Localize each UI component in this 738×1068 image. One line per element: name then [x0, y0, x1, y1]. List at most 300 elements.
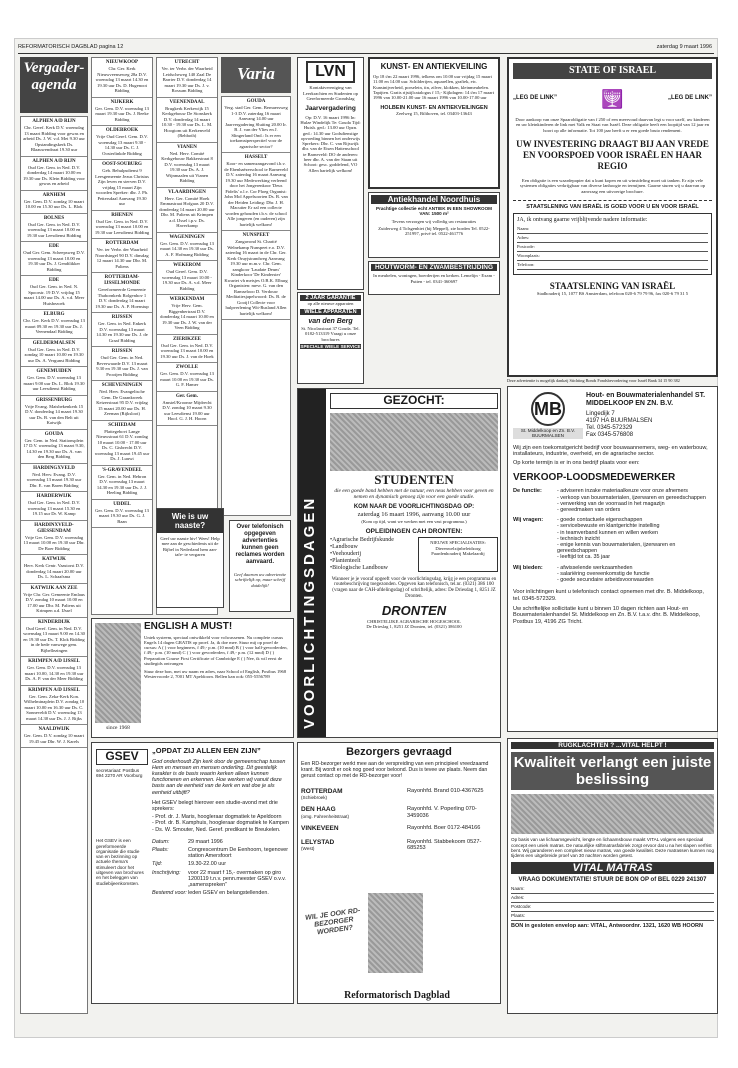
agenda-entry-text: Ver. ter Verbr. der Waarheid Noordsingel 90 D.V. dinsdag 12 maart 14.30 uur Dhr. M. Paliens	[95, 247, 149, 269]
agenda-entry	[21, 725, 87, 748]
opleiding-item: • Agrarische Bedrijfskunde	[330, 537, 412, 544]
agenda-entry-text: Ger. Gem. in Ned. Stationsplein 17 D.V. woensdag 13 maart 9.30, 14.30 en 19.30 uur Ds. A. van den Berg Bidding	[23, 437, 85, 459]
agenda-entry	[157, 143, 217, 188]
agenda-entry-title: ALPHEN A/D RIJN	[32, 119, 76, 124]
dronten-logo-addr: De Drieslag 1, 8251 JZ Dronten, tel. (0321) 386100	[366, 623, 462, 629]
agenda-entry-text: Herv. Ger. Comité Hoek Emmastraat Hofgaas 20 D.V. donderdag 14 maart 20.00 uur Dhr. M. Paliens uit Krimpen a.d. IJssel i.p.v. Ds. Haverkamp	[159, 195, 215, 228]
agenda-entry-title: BOLNES	[43, 215, 65, 221]
mb-bieden-item: - salariëring overeenkomstig de functie	[557, 570, 650, 577]
mb-functie-item: - verkoop van bouwmaterialen, ijzerwaren en gereedschappen	[557, 494, 706, 501]
israel-coupon-field[interactable]: Adres:	[517, 235, 708, 243]
israel-body: Een obligatie is een waardepapier dat u kunt kopen en uit winstdeling moet uit tanken. Er zijn vele systemen obligaties verkrijgbaar van diverse lanhoogte en termijnen. Gaarne sturen wij u daarvan op aanvraag een uitvoerige brochure.	[519, 178, 706, 194]
telefonisch-text: Geef daarom uw advertentie schriftelijk op, maar schrijf duidelijk!	[233, 572, 287, 588]
agenda-entry	[222, 231, 290, 320]
vital-coupon-field[interactable]: Naam:	[511, 886, 714, 894]
agenda-entry-title: HARDINGXVELD	[33, 465, 75, 471]
agenda-entry	[21, 584, 87, 618]
dronten-winner: Wanneer je je vooraf opgeeft voor de voorlichtingsdag, krijg je een programma en routebeschrijving toegezonden. Opgeven kan telefonisch, tel.nr. (0321) 386 100 (vragen naar de CAH-afdelingsdag) of schriftelijk, adres: De Driesdag 1, 8251 JZ Dronten.	[331, 576, 497, 599]
place-name: ROTTERDAM	[301, 787, 343, 795]
agenda-entry	[92, 273, 152, 313]
agenda-entry-title: KINDERDIJK	[38, 619, 70, 625]
agenda-entry-title: ZWOLLE	[175, 365, 199, 370]
agenda-entry-title: HARDINXVELD-GIESSENDAM	[34, 522, 74, 534]
agenda-entry	[157, 261, 217, 295]
vital-coupon-fields	[511, 886, 714, 921]
agenda-entry-text: Oud Ger. Gem. in Ned. D.V. woensdag 13 maart 15.30 en 19.15 uur Dr. W. Kamp	[27, 500, 81, 516]
agenda-entry-text: Ger. Gem. D.V. zondag 10 maart 19.45 uur Dhr. W. J. Karels	[23, 733, 85, 744]
voorlichtingsdagen-vertical: VOORLICHTINGSDAGEN	[298, 389, 326, 738]
agenda-entry-title: GRISSENBURG	[35, 397, 73, 403]
agenda-entry-title: OOST-SOUBURG	[102, 162, 142, 167]
studenten-title: STUDENTEN	[374, 471, 454, 487]
agenda-entry-text: Vrije Oud Geref. Gem. D.V. woensdag 13 maart 9.30 - 14.30 uur Ds. C. J. Oosterlinkde Bidding	[96, 134, 148, 156]
menorah-icon: 🕎	[601, 88, 624, 109]
agenda-entry-title: EDE	[48, 278, 60, 283]
noordhuis-sub: Prachtige collectie echt ANTIEK IN EEN SHOWROOM VAN: 1500 m²	[376, 206, 492, 217]
agenda-entry-title: GENEMUIDEN	[36, 369, 72, 374]
israel-coupon-field[interactable]: Naam:	[517, 226, 708, 234]
garantie-brand: van den Berg	[308, 317, 353, 325]
agenda-entry	[21, 686, 87, 726]
israel-title: STATE OF ISRAEL	[513, 63, 712, 79]
agenda-entry-title: SCHIEDAM	[108, 422, 136, 428]
agenda-entry-title: VIANEN	[177, 144, 197, 150]
agenda-entry	[21, 492, 87, 521]
place-name: LELYSTAD	[301, 838, 335, 846]
mb-logo: MB	[531, 392, 565, 426]
vital-coupon-field[interactable]: Plaats:	[511, 913, 714, 921]
agenda-entry-title: HARDERWIJK	[36, 494, 72, 499]
vital-bon: BON in gesloten envelop aan: VITAL, Antwoordnr. 1321, 1620 WB HOORN	[511, 923, 703, 930]
agenda-entry	[21, 657, 87, 686]
agenda-entry-text: Vrije Herv. Gem. Biggenbertraat D.V. donderdag 14 maart 10.00 en 19.30 uur Ds. J. W. van der Veen Bidding	[160, 303, 214, 330]
agenda-entry-text: Oud Ger. Gem. in Ned. N. Spoorstr. 19 D.V. vrijdag 15 maart 14.00 uur Ds. A. v.d. Meer Huisbezoek	[23, 284, 85, 306]
agenda-entry	[92, 500, 152, 529]
garantie-ad	[297, 292, 364, 384]
agenda-entry-text: Ned. Herv. Evangelische Gem. De Graankweek Keizerstraat 95 D.V. vrijdag 15 maart 20.00 uur Ds. H. Zeeman (Rijksloot)	[96, 389, 148, 416]
vital-headline: Kwaliteit verlangt een juiste beslissing	[511, 752, 714, 790]
gsev-detail-row	[152, 861, 290, 867]
place-contact: Rayonhfd. Stabbekoom 0527-685253	[407, 838, 482, 852]
agenda-entry	[92, 98, 152, 127]
agenda-entry-text: Oud Ger. Gem. in Ned. D.V. donderdag 14 maart 10.00 en 19.30 uur Ds. Klein Bidding voor gewas en arbeid	[23, 164, 85, 186]
gsev-detail-value: 19.30-22.00 uur	[188, 861, 227, 868]
agenda-entry-text: Ger. Gem. Zeka-Kerk Kon. Wilhelminaplein D.V. zondag 10 maart 10.00 en 16.30 uur Ds. C. Sonneveldt D.V. woensdag 13 maart 14.30 uur Ds. J. J. Rijks	[23, 693, 85, 721]
varia-title: Varia	[221, 57, 291, 93]
mb-vragen-item: - enige kennis van bouwmaterialen, ijzerwaren en gereedschappen	[557, 541, 676, 555]
agenda-entry-title: OLDEBROEK	[105, 128, 139, 133]
agenda-entry	[92, 313, 152, 347]
gsev-detail-label: Bestemd voor:	[152, 890, 187, 897]
israel-intro: Door aankoop van onze Spaarobligatie van f 250 of een meervoud daarvan legt u voor uzelf, uw kinderen en uw kleinkinderen de link met Valk en Staat van Israël. Deze obligatie heeft een looptijd van 12 jaar en hoort op alle informatie. Tot 100 jaar heeft u er een goede bruto rendement.	[515, 117, 710, 133]
agenda-entry-text: Ger. Gem. in Ned. Hebron D.V. woensdag 13 maart 14.30 en 19.30 uur Ds. J. J. Heeling Bidding	[96, 473, 148, 495]
agenda-entry	[222, 153, 290, 231]
gsev-detail-row	[152, 870, 290, 889]
agenda-entry-text: Oud Geref. Gem. D.V. woensdag 13 maart 10.00 - 19.30 uur Ds. A. v.d. Meer Bidding	[162, 269, 212, 291]
agenda-entry	[21, 214, 87, 243]
houtworm-ad	[368, 261, 500, 295]
english-since: since 1968	[106, 725, 130, 731]
opleidingen-list	[330, 537, 412, 571]
agenda-entry-text: Ger. Gem. in Ned. Enkerk D.V. woensdag 13 maart 14.30 en 19.30 uur Ds. J. de Graaf Bidding	[96, 321, 148, 343]
agenda-entry-text: Oud Ger. Gem. in Ned. Beverwaarde D.V. 13 maart 9.30 en 19.30 uur Ds. J. van Prooijen Bidding	[96, 355, 148, 377]
houtworm-title: HOUTWORM- EN ZWAMBESTRIJDING	[371, 264, 497, 271]
gsev-details	[152, 839, 290, 897]
gsev-intro: God onderhoudt Zijn kerk door de gemeenschap tussen Hem en mensen en mensen onderling. Dit geestelijk karakter is de basis waarin kerken alleen kunnen functioneren en erkennen. Hoe werken wij vanuit deze basis aan de eenheid van de kerk en wat doe je als eenheid uitbijft?	[152, 758, 286, 796]
houtworm-text: In meubelen, woningen, boerderijen en kerken. Lemelijn - Exam - Putten - tel. 0341-360697	[373, 273, 495, 284]
mb-bieden-list	[557, 565, 712, 584]
agenda-entry	[21, 521, 87, 556]
gsev-addr: secretariaat: Postbus 694 2270 AR Voorburg	[96, 767, 143, 779]
vital-illustration	[511, 794, 714, 834]
israel-coupon-sub: JA, ik ontvang gaarne vrijblijvende nadere informatie:	[517, 217, 648, 224]
holbein-brand: HOLBEIN KUNST- EN ANTIEKVEILINGEN	[380, 104, 488, 111]
agenda-entry-title: SCHEVENINGEN	[101, 383, 143, 388]
agenda-entry-title: GELDERMALSEN	[32, 340, 76, 346]
mb-functie-label: De functie:	[513, 488, 542, 495]
agenda-entry-title: NUNSPEET	[242, 233, 270, 238]
date-note: (Kom op tijd, want we werken met een vast programma.)	[361, 518, 467, 524]
agenda-entry-text: Vrije Chr. Ger. Gemeente Emlaus D.V. zondag 10 maart 10.00 en 17.00 uur Dhr. M. Paliens uit Krimpen a.d. IJssel	[23, 591, 85, 613]
gsev-detail-row	[152, 847, 290, 859]
agenda-entry-title: ARNHEM	[42, 192, 66, 198]
agenda-entry-text: Verg. stad Ger. Gem. Bernaersweg 1-3 D.V. zaterdag 16 maart Aanvang 14.00 uur Jaarvergadering Sluiting 20.00 Ir. B. J. van der Vlies en J. Slingerland Ond.: Is er een toekomstperspectief voor de agrarische sector?	[224, 105, 288, 149]
vital-brand: VITAL MATRAS	[511, 862, 714, 875]
place-contact: Rayonhfd. Boer 0172-484166	[407, 825, 481, 832]
bezorgers-places	[301, 788, 497, 852]
mb-vragen-list	[557, 517, 712, 560]
agenda-entry-text: Gereformeerde Gemeente Thabornkerk Rolgenhov 1 D.V. donderdag 14 maart 19.30 uur Ds. A. P. Hoenstup	[95, 287, 149, 309]
mb-logo-tag: St. Middelkoop en Zn. B.V. BUURMALSEN	[513, 428, 583, 439]
gsev-logo: GSEV	[96, 749, 148, 765]
agenda-entry-text: Ger. Gem. D.V. woensdag 13 maart 10.00 en 19.30 uur Ds. G. F. Hamer	[160, 371, 214, 387]
mb-bieden-item: - afwisselende werkzaamheden	[557, 564, 633, 571]
agenda-entry	[92, 58, 152, 98]
agenda-entry-title: HASSELT	[244, 155, 268, 160]
english-title: ENGLISH A MUST!	[144, 621, 233, 632]
israel-coupon-field[interactable]: Postcode:	[517, 244, 708, 252]
agenda-entry-text: Koor- en samenzangavond t.b.v. de Ebenhaëzerschool te Barneveld D.V. zaterdag 16 maart Aanvang 19.30 uur Medewerking verleend door het Jongerenkoor 'Deus Fidelis' o.l.v. Cor Ploeg Organist: John Mol Appelsoorten Ds. B. van der Heiden Leiding: Dhr. J. H. Macutter Er zal een collecte worden gehouden t.b.v. de school Alle jongeren (en ouderen) zijn hartelijk welkom!	[224, 161, 288, 227]
agenda-entry-title: Ger. Gem.	[176, 393, 198, 399]
vital-coupon-field[interactable]: Adres:	[511, 895, 714, 903]
lvn-lines: Kontaktvereniging van Leerkrachten en Studenten op Gereformeerde Grondslag	[303, 85, 358, 101]
mb-apply: Uw schriftelijke sollicitatie kunt u binnen 10 dagen richten aan Hout- en Bouwmaterialenhandel St. Middelkoop en Zn. B.V. t.a.v. dhr. B. Middelkoop, Postbus 19, 4196 ZG Tricht.	[513, 606, 701, 625]
english-text: Uniek systeem, speciaal ontwikkeld voor volwassenen. Nu complete cursus Engels 14 dagen GRATIS op proef. Ja, ik doe mee. Stuur mij op proef de cursus: A ( ) voor beginners, f 49,- p.m. (10 mnd) B ( ) voor half-gevorderden, f 49,- p.m. (10 mnd) C ( ) voor gevorderden, f 49,- p.m. (12 mnd) D ( ) Preparation Course First Certificate of Cambridge E ( ) Nee, ik wil eerst de studiegids ontvangen	[144, 634, 288, 666]
agenda-entry	[21, 339, 87, 368]
students-photo	[330, 413, 498, 471]
lvn-logo: LVN	[306, 61, 355, 83]
agenda-entry	[21, 310, 87, 339]
agenda-entry	[21, 396, 87, 430]
leg-right: „LEG DE LINK”	[667, 95, 712, 102]
agenda-entry-title: KRIMPEN A/D IJSSEL	[28, 687, 80, 693]
agenda-entry-title: VEENENDAAL	[169, 99, 205, 105]
agenda-entry-text: Oud Ger. Gem. in Ned. D.V. woensdag 13 maart 10.00 en 19.30 uur Leesdienst Bidding	[26, 221, 82, 238]
bezorger-place-row	[301, 806, 497, 819]
agenda-entry-text: Ger. Gem. D.V. woensdag 13 maart 14.30 en 19.30 uur Ds. A. F. Hofmang Bidding	[160, 240, 214, 257]
agenda-entry-text: Zangavond St. Charité Welnekamp Nunspeet e.o. D.V. zaterdag 16 maart in de Chr. Ger. Kerk Oruyjstrandweg Aanvang 19.30 uur m.m.v. Chr. Gem. zangkoor 'Laudate Deum' Kinderkoor 'De Kinderster' Kwartet vh meisjes O.B.K. Elburg Organisten: mevr. G. van den Ramselooo D. Verdouw Meditatiesjapelwoord: Ds. B. de Gooijf Collecte voor hulpverlening Wit-Rusland Allen hartelijk welkom!	[224, 239, 288, 316]
agenda-column-1	[20, 116, 88, 1014]
bezorgers-footer: Reformatorisch Dagblad	[344, 989, 450, 1001]
gsev-speaker: - Prof. dr. B. Kamphuis, hoogleraar dogmatiek te Kampen	[152, 820, 289, 827]
agenda-entry	[21, 157, 87, 191]
agenda-entry-title: VLAARDINGEN	[168, 189, 206, 195]
agenda-entry-title: RIJSSEN	[111, 315, 133, 320]
israel-bonds-ad	[507, 57, 718, 377]
agenda-entry	[21, 191, 87, 214]
agenda-entry-title: ALPHEN A/D RIJN	[32, 158, 76, 164]
agenda-entry-title: RHENEN	[111, 212, 133, 218]
studenten-sub: die een goede band hebben met de natuur, een neus hebben voor geven en nemen en dynamisch genoeg zijn voor een goede studie.	[334, 487, 494, 500]
agenda-entry-title: KRIMPEN A/D IJSSEL	[28, 659, 80, 664]
agenda-entry-title: ZIERIKZEE	[172, 336, 202, 342]
agenda-entry	[157, 233, 217, 262]
gsev-detail-label: Inschrijving:	[152, 869, 181, 876]
israel-coupon-fields	[517, 226, 708, 270]
agenda-entry-title: WERKENDAM	[169, 297, 205, 302]
agenda-entry	[92, 126, 152, 160]
agenda-entry	[157, 363, 217, 392]
agenda-entry-title: WEKEROM	[173, 263, 201, 268]
antiek-text: Op 18 t/m 22 maart 1996, telkens om 10.00 uur vrijdag 15 maart 11.00 en 14.00 uur. Schilderijen, aquarellen, grafiek, etc. Kunstnijverheid, porselein, tin, zilver, klokken, kleinmeubelen. Tapijten. Gratis rijstijlcatalogus f 15,- Kijkdagen: 14 t/m 17 maart 1996 van 10.00-21.00 uur 16 maart 1996 van 10.00-17.00 uur	[373, 74, 495, 101]
agenda-entry-title: UDDEL	[113, 501, 131, 507]
agenda-entry-text: Herv. Kerk Centr. Vaastorst D.V. donderdag 14 maart 20.00 uur Ds. L. Schaafsma	[23, 563, 84, 579]
agenda-entry	[21, 242, 87, 276]
place-name: VINKEVEEN	[301, 825, 339, 833]
agenda-entry-text: Plattegebovi Lange Nieuwstraat 61 D.V. zondag 10 maart 10.00 - 17.00 uur Ds. C. Gisbrecht D.V. woensdag 13 maart 19.45 uur Ds. J. Luuwt	[94, 428, 150, 461]
agenda-entry-title: NIEUWKOOP	[105, 60, 139, 65]
agenda-column-2	[91, 57, 153, 615]
header-rule	[18, 53, 714, 54]
garantie-addr: St. Nicolasstraat 37 Gouda. Tel. 0182-513319 Vraagt u onze brochures	[301, 325, 360, 342]
vital-top: RUGKLACHTEN ? ...VITAL HELPT !	[511, 742, 714, 749]
israel-coupon	[513, 213, 712, 275]
mb-intro: Wij zijn een toekomstgericht bedrijf voor bouwaannemers, weg- en waterbouw, installateurs, industrie, overheid, en de agrarische sector.	[513, 444, 708, 457]
noordhuis-addr: Zuiderweg 4 Tolsgenhiet (bij Meppel), zie borden Tel. 0522-251997, privé tel. 0522-461776	[378, 226, 490, 237]
mb-vragen-item: - technisch inzicht	[557, 535, 600, 542]
gsev-invite: Het GSEV belegt hierover een studie-avond met drie sprekers:	[152, 799, 278, 813]
telefonisch-title: Over telefonisch opgegeven advertenties kunnen geen reclames worden aanvaard.	[235, 524, 285, 565]
telefonisch-notice	[229, 520, 291, 612]
agenda-entry-title: GOUDA	[44, 431, 64, 437]
naaste-text: Geef uw naaste hiv! Wees! Help mee aan de geschiedenis uit de Bijbel in Nederland hem aan-tafe- te vergaren	[160, 536, 220, 557]
agenda-entry	[157, 58, 217, 98]
gsev-detail-value: voor 22 maart f 15,- overmaken op giro 1200119 t.n.v. penn.meester GSEV o.v.v. „samenspreken”	[188, 869, 286, 889]
place-sub: (Schiebroek)	[301, 795, 328, 801]
opleiding-item: • Landbouw	[330, 544, 412, 551]
gsev-speaker: - Prof. dr. J. Maris, hoogleraar dogmatiek te Apeldoorn	[152, 814, 282, 821]
agenda-entry-title: ROTTERDAM	[105, 241, 139, 246]
voorlichtingsdag-date: zaterdag 16 maart 1996, aanvang 10.00 uur	[357, 511, 471, 519]
gsev-speaker: - Ds. W. Smouter, Ned. Geref. predikant te Breukelen.	[152, 826, 281, 833]
israel-footer-addr: Stadhouderij 15, 1077 BS Amsterdam, telefoon 020-6 79 79 96, fax 020-6 79 31 5	[536, 291, 689, 297]
mb-address-line: 4197 HA BUURMALSEN	[586, 417, 653, 424]
agenda-entry	[21, 555, 87, 584]
gsev-side: Het GSEV is een gereformeerde organisatie die studie van en bezinning op actuele thema's stimuleert door het uitgeven van brochures en het beleggen van studiebijeenkomsten.	[96, 838, 144, 886]
agenda-entry-title: KATWIJK	[42, 557, 66, 562]
mb-functie-item: - adviseren inzake materiaalkeuze voor onze afnemers	[557, 488, 688, 495]
english-course-ad	[91, 618, 294, 738]
agenda-entry-text: Ned. Herv. Comité Kerkgebouw Bakkerstraat 8 D.V. woensdag 13 maart 19.30 uur Ds. A. J. Wijnmaalen uit Vianen Bidding	[161, 150, 213, 183]
israel-coupon-field[interactable]: Woonplaats:	[517, 253, 708, 261]
israel-coupon-title: STAATSLENING VAN ISRAËL IS GOED VOOR U EN VOOR ISRAËL	[513, 200, 712, 210]
agenda-entry-text: Ger. Gem. D.V. woensdag 13 maart 9.00 uur Ds. L. Blok 19.30 uur Leesdienst Bidding	[23, 375, 85, 391]
agenda-entry-text: Chr. Ger. Kerk Nieuwveenseweg 28a D.V. woensdag 13 maart 14.30 en 19.30 uur Ds. D. Hugenoot Bidding	[95, 66, 149, 93]
agenda-entry-text: Ger. Gem. D.V. zondag 10 maart 10.00 en 15.30 uur Ds. L. Blok	[23, 198, 85, 209]
agenda-entry-title: RIJSSEN	[111, 349, 133, 354]
gsev-ad	[91, 742, 294, 1004]
opleiding-item: • Biologische Landbouw	[330, 565, 412, 572]
vital-text: Op basis van uw lichaamsgewicht, lengte en lichaamsbouw maakt VITAL volgens een speciaal concept een uniek matras. De natuurlijke stiftmatrasfabriek zorgt ervoor dat u na het slapen verfrist bent. Wij garanderen een compleet nieuw matras, van goede kwaliteit. Deze matrassen kunnen nog tijdens een uitgebreide proef van 30 nachten worden getest.	[511, 837, 715, 859]
bezorgers-intro: Een RD-bezorger werkt mee aan de verspreiding van een principieel vreedzaamd krant. Bij wordt er ook nog goed voor beloond. Dus is tevee uw plaats. Neem dan gerust contact op met de RD-bezorger voor!	[301, 760, 489, 779]
place-sub: (omg. Fahrenheitstraat)	[301, 813, 349, 819]
agenda-entry	[157, 392, 217, 426]
agenda-entry-text: Chr. Ger. Kerk D.V. woensdag 13 maart 09.30 en 19.30 uur Ds. J. Veenendaal Bidding	[23, 318, 85, 334]
antiek-veiling-ad	[368, 57, 500, 189]
mb-intro2: Op korte termijn is er in ons bedrijf plaats voor een:	[513, 460, 640, 467]
middelkoop-vacancy-ad	[507, 386, 718, 732]
agenda-entry	[21, 276, 87, 310]
agenda-entry-text: Ger. Gem. D.V. woensdag 13 maart 19.30 uur Ds. J. Beeke Bidding	[95, 105, 149, 122]
dronten-logo-sub: CHRISTELIJKE AGRARISCHE HOGESCHOOL	[367, 618, 461, 624]
mb-address-line: Lingedijk 7	[586, 411, 615, 417]
agenda-entry	[92, 239, 152, 273]
mb-vragen-item: - in teamverband kunnen en willen werken	[557, 529, 658, 536]
lvn-ad	[297, 57, 364, 290]
garantie-c: WIELE APPARATEN	[300, 309, 361, 315]
agenda-entry-title: NIJKERK	[110, 99, 134, 105]
opleidingen-title: OPLEIDINGEN CAH DRONTEN:	[365, 527, 463, 535]
noordhuis-ad	[368, 192, 500, 258]
english-photo	[95, 623, 141, 723]
agenda-entry-text: Ned. Herv. Evang. D.V. woensdag 13 maart 19.30 uur Dhr. E. van Baren Bidding	[26, 471, 82, 488]
agenda-entry	[92, 347, 152, 381]
opleiding-item: • Veehouderij	[330, 551, 412, 558]
agenda-entry-title: EDE	[48, 244, 60, 249]
agenda-title: Vergader-agenda	[20, 57, 88, 113]
gsev-detail-label: Datum:	[152, 838, 170, 845]
agenda-entry	[21, 430, 87, 464]
bezorger-place-row	[301, 839, 497, 852]
agenda-entry	[157, 188, 217, 233]
leg-left: „LEG DE LINK”	[513, 95, 558, 102]
mb-vragen-label: Wij vragen:	[513, 517, 544, 524]
agenda-entry	[157, 98, 217, 143]
kom-label: KOM NAAR DE VOORLICHTINGSDAG OP:	[353, 504, 475, 511]
mb-address-line: Tel. 0345-572329	[586, 424, 633, 431]
agenda-entry-text: Oud Ger. Gem. in Ned. D.V. woensdag 13 maart 10.00 en 19.30 uur Ds. J. van de Hoek	[160, 342, 214, 359]
agenda-entry-title: NAALDWIJK	[38, 727, 70, 732]
gsev-detail-label: Plaats:	[152, 847, 169, 854]
israel-headline: UW INVESTERING DRAAGT BIJ AAN VREDE EN VOORSPOED VOOR ISRAËL EN HAAR REGIO	[516, 139, 709, 172]
agenda-entry	[157, 295, 217, 335]
agenda-entry	[92, 421, 152, 466]
israel-coupon-field[interactable]: Telefoon:	[517, 262, 708, 270]
holbein-addr: Zeelweg 15, Bilthoven, tel. 03403-13643	[396, 110, 472, 116]
mb-vragen-item: - leeftijd tot ca. 35 jaar	[557, 554, 611, 561]
mb-bieden-label: Wij bieden:	[513, 564, 543, 571]
wie-is-uw-naaste-ad	[156, 508, 224, 608]
gsev-detail-row	[152, 890, 290, 896]
garantie-b: op alle nieuwe apparaten	[307, 301, 354, 307]
agenda-entry-text: Vrije Ger. Gem. D.V. woensdag 13 maart 10.00 en 19.30 uur Dhr. De Boer Bidding	[23, 534, 85, 551]
vital-matras-ad	[507, 738, 718, 1014]
agenda-entry-text: Chr. Geref. Kerk D.V. woensdag 13 maart Bidding voor gewas en arbeid Ds. J. W. v.d. Mei 9.30 uur Opstandingskerk Ds. Blaauwendraat 19.30 uur	[23, 125, 85, 152]
header-left: REFORMATORISCH DAGBLAD pagina 12	[18, 44, 124, 50]
gezocht-label: GEZOCHT:	[330, 393, 498, 409]
bezorger-photo	[368, 893, 423, 973]
mb-info: Voor inlichtingen kunt u telefonisch contact opnemen met dhr. B. Middelkoop, tel. 0345-572329.	[513, 589, 704, 602]
vital-doc: VRAAG DOKUMENTATIE! STUUR DE BON OP of BEL 0229 241307	[518, 877, 707, 884]
gsev-detail-value: Congrescentrum De Eenhoorn, tegenover station Amersfoort	[188, 847, 289, 860]
english-footer: Stuur deze bon, met uw naam en adres, naar School of English, Postbus 1968 Westervoorde 2, 7001 MT Apeldoorn. Bellen kan ook: 055-5556789	[144, 669, 287, 680]
naaste-title: Wie is uw naaste?	[157, 509, 223, 533]
place-contact: Rayonhfd. V. Poperling 070-3459036	[407, 806, 477, 819]
garantie-d: SPECIALE WIELE SERVICE	[300, 343, 361, 349]
agenda-entry-title: UTRECHT	[174, 60, 200, 65]
agenda-entry-title: ELBURG	[43, 312, 65, 317]
agenda-entry-title: GOUDA	[246, 99, 266, 104]
gsev-speakers	[152, 814, 290, 833]
mb-vragen-item: - goede contactuele eigenschappen	[557, 517, 643, 524]
mb-address-line: Fax 0345-576808	[586, 431, 634, 438]
bezorgers-ad	[297, 742, 501, 1004]
agenda-entry-title: KATWIJK AAN ZEE	[30, 585, 78, 591]
agenda-entry-title: WAGENINGEN	[169, 234, 205, 240]
noordhuis-text: Tevens verzorgen wij volledig uw restauraties	[391, 218, 477, 224]
place-contact: Rayonhfd. Brand 010-4367625	[407, 787, 484, 794]
mb-functie-item: - verwerking van de voorraad in het magazijn	[557, 500, 665, 507]
mb-functie-item: - gereedmaken van orders	[557, 506, 621, 513]
gsev-title: „OPDAT ZIJ ALLEN EEN ZIJN”	[152, 746, 261, 755]
cah-dronten-ad	[297, 388, 501, 738]
agenda-entry-text: Geb. Behulpsdienst 9 Leesgemeente Jezus Christus Zijn leven en sterven D.V. vrijdag 15 maart Zijn woorden Spreker: dhr. J. Ph. Pettersdaal Aanvang 19.30 uur	[95, 168, 149, 206]
mb-vragen-item: - servicebewuste en klantgerichte instelling	[557, 523, 660, 530]
opleiding-item: • Plantenteelt	[330, 558, 412, 565]
agenda-entry	[222, 97, 290, 153]
agenda-entry	[92, 381, 152, 421]
agenda-entry-text: Brugkerk Kerkewijk 15 Kerkgebouw De Sionskerk D.V. donderdag 14 maart 10.30 - 19.30 uur Ds. L. M. Hoogtom uit Kerkenveld (Rehboth)	[161, 105, 213, 138]
nieuwe-specialisaties: NIEUWE SPECIALISATIES: Dierenwelzijnbeleidzorg Paardenhouderij Makelaardij	[418, 537, 498, 571]
agenda-entry-title: ROTTERDAM-IJSSELMONDE	[104, 275, 140, 286]
garantie-a: 2 JAAR GARANTIE	[300, 295, 361, 301]
dronten-logo: DRONTEN	[381, 602, 447, 618]
agenda-entry-text: Ver. ter Verbr. der Waarheid Leidscheweg 140 Zaal De Barrier D.V. donderdag 14 maart 19.30 uur Ds. J. v. Rossum Bidding	[161, 66, 213, 93]
antiek-title: KUNST- EN ANTIEKVEILING	[380, 62, 488, 71]
mb-address	[586, 411, 712, 439]
bezorgers-slogan: WIL JE OOK RD-BEZORGER WORDEN?	[304, 907, 361, 937]
mb-bieden-item: - goede secundaire arbeidsvoorwaarden	[557, 576, 654, 583]
place-sub: (West)	[301, 846, 315, 852]
header-date: zaterdag 9 maart 1996	[656, 44, 712, 50]
agenda-entry	[92, 211, 152, 240]
agenda-entry	[92, 466, 152, 500]
bezorger-place-row	[301, 788, 497, 801]
gsev-detail-value: 29 maart 1996	[188, 838, 223, 845]
gsev-detail-value: leden GSEV en belangstellenden.	[188, 890, 269, 897]
agenda-entry-text: Oud Ger. Gem. in Ned. D.V. woensdag 13 maart 10.00 en 19.30 uur Leesdienst Bidding	[94, 218, 150, 235]
place-name: DEN HAAG	[301, 806, 336, 814]
vital-coupon-field[interactable]: Postcode:	[511, 904, 714, 912]
mb-company: Hout- en Bouwmaterialenhandel ST. MIDDELKOOP EN ZN. B.V.	[586, 392, 706, 407]
lvn-section: Jaarvergadering	[305, 105, 356, 113]
noordhuis-title: Antiekhandel Noordhuis	[371, 195, 497, 204]
agenda-entry-title: 'S-GRAVENDEEL	[101, 467, 143, 473]
mb-vacancy: VERKOOP-LOODSMEDEWERKER	[513, 471, 676, 483]
agenda-entry-text: Oud Ger. Gem. Scheepsweg D.V. woensdag 13 maart 10.00 en 19.30 uur Ds. J. Gendtlikker Bidding	[23, 250, 85, 272]
agenda-entry	[21, 618, 87, 658]
israel-footer-title: STAATSLENING VAN ISRAËL	[549, 281, 676, 292]
